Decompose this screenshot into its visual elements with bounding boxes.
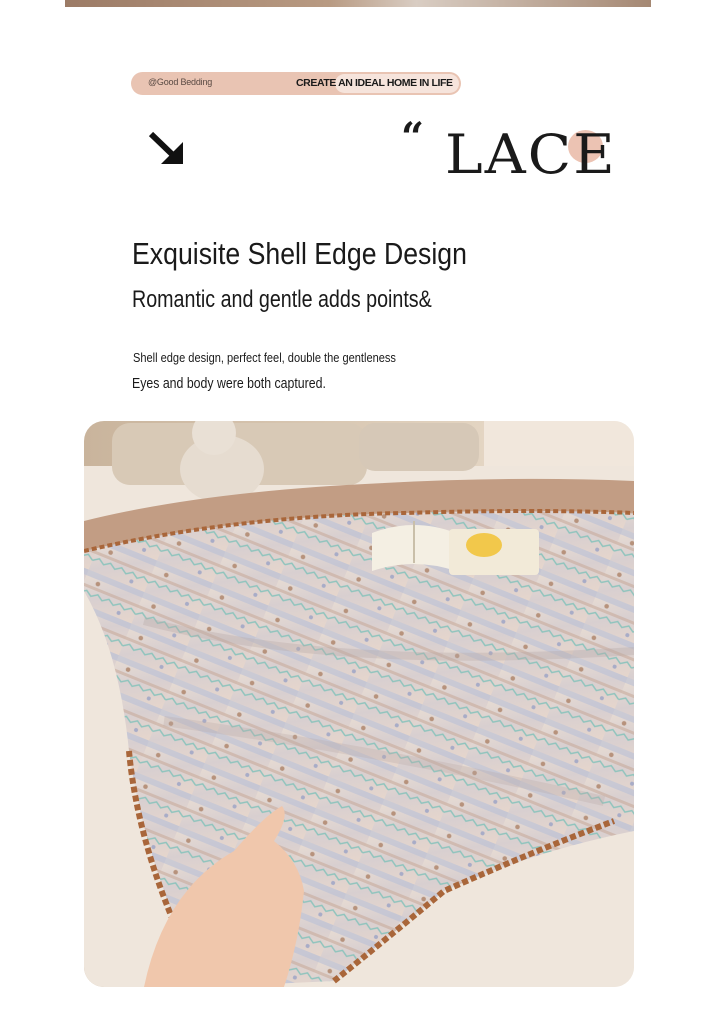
feature-subtitle: Romantic and gentle adds points& xyxy=(132,286,432,313)
feature-description-line-2: Eyes and body were both captured. xyxy=(132,376,326,392)
product-photo xyxy=(84,421,634,987)
feature-title: Exquisite Shell Edge Design xyxy=(132,236,467,271)
brand-label: @Good Bedding xyxy=(148,77,213,87)
quote-mark: “ xyxy=(401,114,425,161)
tagline: CREATE AN IDEAL HOME IN LIFE xyxy=(296,77,453,89)
arrow-down-right-icon xyxy=(147,130,185,166)
feature-description-line-1: Shell edge design, perfect feel, double the gentleness xyxy=(133,350,396,365)
quilt-on-bed-image xyxy=(84,421,634,987)
top-photo-strip xyxy=(65,0,651,7)
lace-keyword: LACE xyxy=(445,123,617,186)
